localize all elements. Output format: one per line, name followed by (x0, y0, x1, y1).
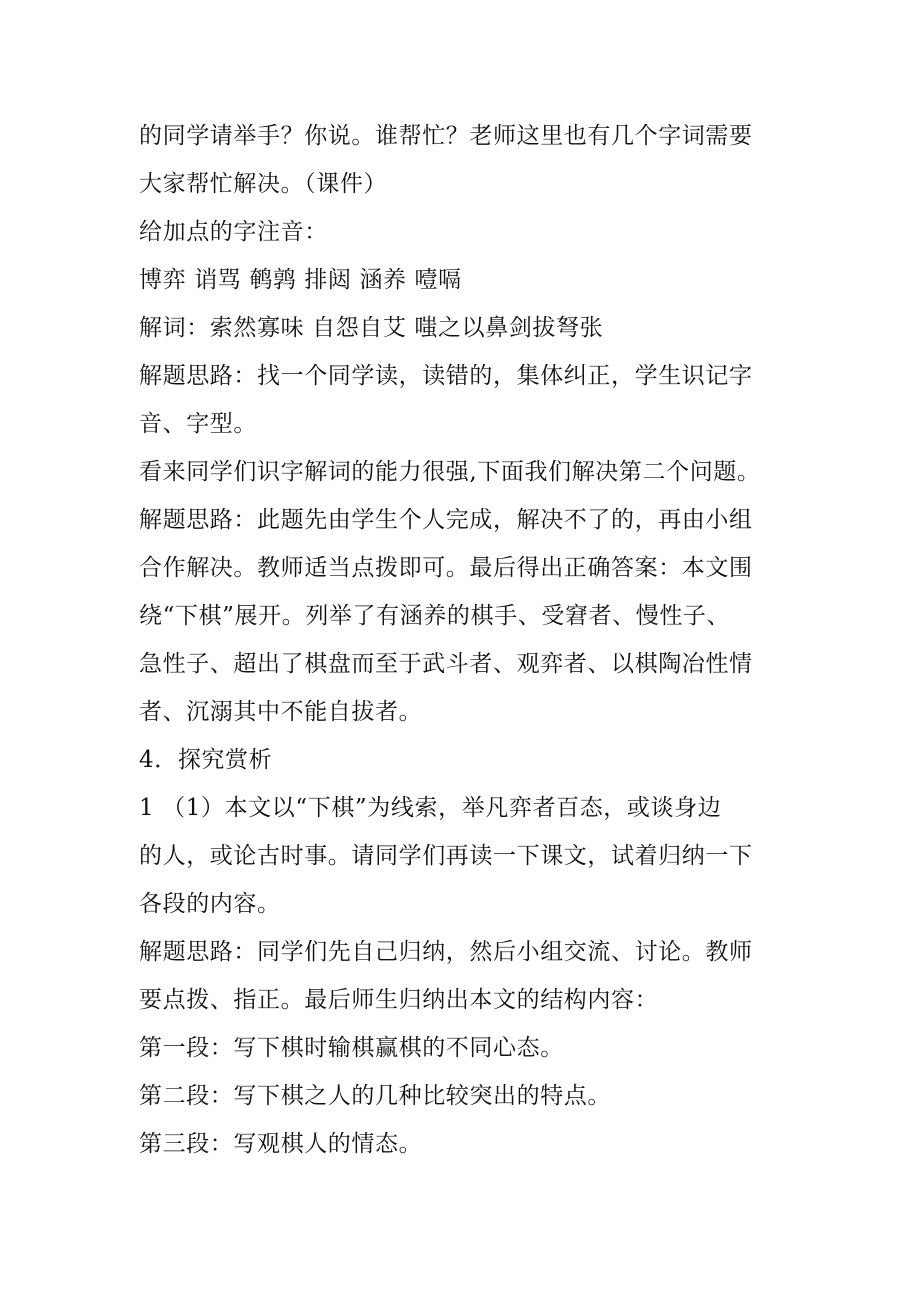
section-heading: 4．探究赏析 (139, 747, 273, 773)
text-line: 解题思路：找一个同学读，读错的，集体纠正，学生识记字 (139, 363, 753, 389)
text-line: 解题思路：此题先由学生个人完成，解决不了的，再由小组 (139, 507, 753, 533)
text-line: 解题思路：同学们先自己归纳，然后小组交流、讨论。教师 (139, 939, 753, 965)
text-line: 各段的内容。 (139, 891, 281, 917)
document-body (139, 112, 799, 1168)
text-line: 者、沉溺其中不能自拔者。 (139, 699, 423, 725)
text-line: 解词：索然寡味 自怨自艾 嗤之以鼻剑拔弩张 (139, 315, 604, 341)
text-line: 看来同学们识字解词的能力很强,下面我们解决第二个问题。 (139, 459, 761, 485)
text-line: 绕“下棋”展开。列举了有涵养的棋手、受窘者、慢性子、 (139, 603, 731, 629)
text-line: 博弈 诮骂 鹌鹑 排闼 涵养 噎嗝 (139, 267, 462, 293)
text-line: 1 （1）本文以“下棋”为线索，举凡弈者百态，或谈身边 (139, 795, 722, 821)
text-line: 的同学请举手？你说。谁帮忙？老师这里也有几个字词需要 (139, 123, 753, 149)
text-line: 的人，或论古时事。请同学们再读一下课文，试着归纳一下 (139, 843, 753, 869)
text-line: 大家帮忙解决。（课件） (139, 171, 388, 197)
text-line: 要点拨、指正。最后师生归纳出本文的结构内容： (139, 987, 659, 1013)
text-line: 音、字型。 (139, 411, 257, 437)
text-line: 合作解决。教师适当点拨即可。最后得出正确答案：本文围 (139, 555, 753, 581)
text-line: 第二段：写下棋之人的几种比较突出的特点。 (139, 1083, 611, 1109)
text-line: 急性子、超出了棋盘而至于武斗者、观弈者、以棋陶冶性情 (139, 651, 753, 677)
text-line: 第一段：写下棋时输棋赢棋的不同心态。 (139, 1035, 564, 1061)
text-line: 给加点的字注音： (139, 219, 328, 245)
text-line: 第三段：写观棋人的情态。 (139, 1131, 423, 1157)
